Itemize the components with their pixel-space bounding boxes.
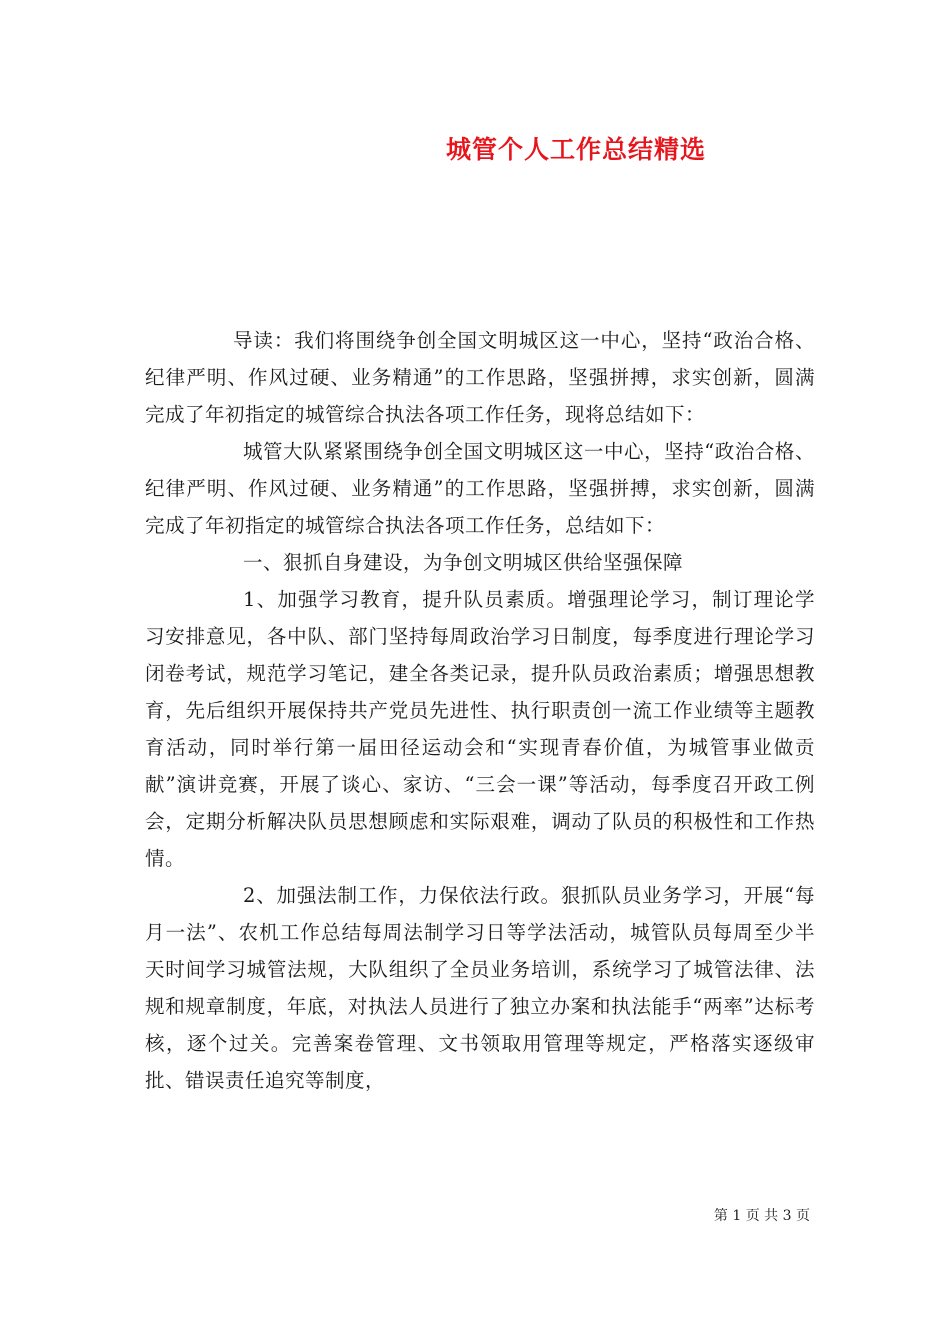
- document-body: [145, 322, 815, 1099]
- document-title: 城管个人工作总结精选: [445, 135, 706, 164]
- section-heading: 一、狠抓自身建设，为争创文明城区供给坚强保障: [243, 551, 684, 574]
- paragraph-summary: 城管大队紧紧围绕争创全国文明城区这一中心，坚持“政治合格、纪律严明、作风过硬、业务精通”的工作思路，坚强拼搏，求实创新，圆满完成了年初指定的城管综合执法各项工作任务，总结如下：: [145, 440, 815, 537]
- paragraph-intro: 导读：我们将围绕争创全国文明城区这一中心，坚持“政治合格、纪律严明、作风过硬、业务精通”的工作思路，坚强拼搏，求实创新，圆满完成了年初指定的城管综合执法各项工作任务，现将总结如下：: [145, 329, 815, 426]
- page-footer: 第 1 页 共 3 页: [713, 1208, 810, 1224]
- paragraph-item-2: 2、加强法制工作，力保依法行政。狠抓队员业务学习，开展“每月一法”、农机工作总结每周法制学习日等学法活动，城管队员每周至少半天时间学习城管法规，大队组织了全员业务培训，系统学习了城管法律、法规和规章制度，年底，对执法人员进行了独立办案和执法能手“两率”达标考核，逐个过关。完善案卷管理、文书领取用管理等规定，严格落实逐级审批、错误责任追究等制度，: [145, 884, 815, 1092]
- paragraph-item-1: 1、加强学习教育，提升队员素质。增强理论学习，制订理论学习安排意见，各中队、部门坚持每周政治学习日制度，每季度进行理论学习闭卷考试，规范学习笔记，建全各类记录，提升队员政治素质；增强思想教育，先后组织开展保持共产党员先进性、执行职责创一流工作业绩等主题教育活动，同时举行第一届田径运动会和“实现青春价值，为城管事业做贡献”演讲竞赛，开展了谈心、家访、“三会一课”等活动，每季度召开政工例会，定期分析解决队员思想顾虑和实际艰难，调动了队员的积极性和工作热情。: [145, 588, 815, 870]
